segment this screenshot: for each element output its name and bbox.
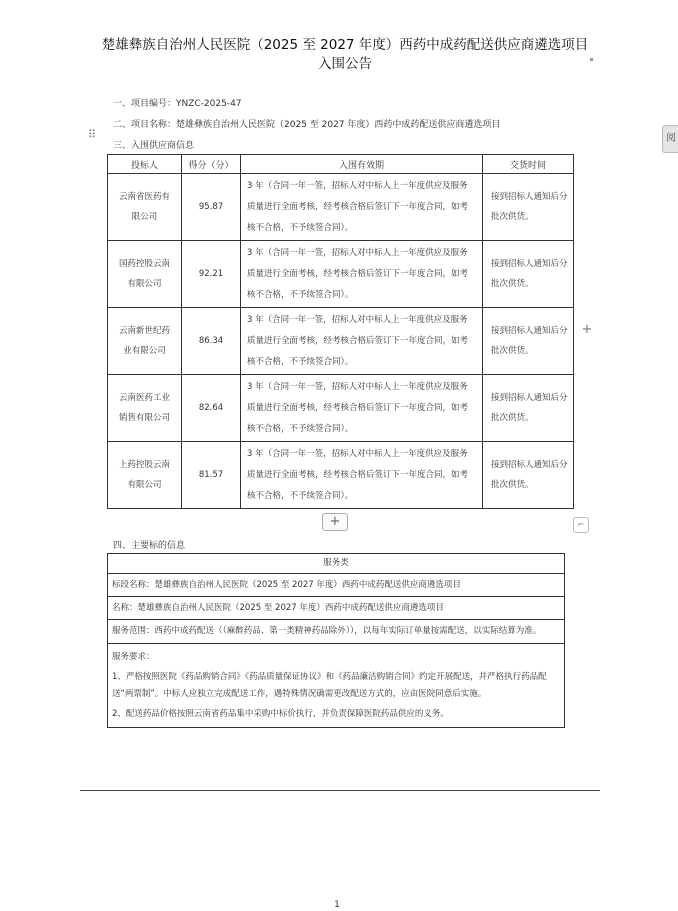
package-name: 标段名称：楚雄彝族自治州人民医院（2025 至 2027 年度）西药中成药配送供应商遴选项目	[108, 574, 565, 597]
item-name: 名称：楚雄彝族自治州人民医院（2025 至 2027 年度）西药中成药配送供应商遴选项目	[108, 597, 565, 620]
requirement-1: 1、严格按照医院《药品购销合同》《药品质量保证协议》和《药品廉洁购销合同》约定开展配送，并严格执行药品配送“两票制”。中标人应独立完成配送工作，遇特殊情况确需更改配送方式的，应由医院同意后实施。	[112, 672, 547, 699]
header-score: 得分（分）	[182, 155, 241, 174]
table-row	[108, 174, 574, 241]
header-delivery-time: 交货时间	[483, 155, 574, 174]
bidder-table-header	[108, 155, 574, 174]
bidder-table	[107, 154, 574, 509]
bidder-score: 81.57	[182, 442, 241, 509]
bidder-score: 86.34	[182, 308, 241, 375]
bidder-delivery-time: 接到招标人通知后分批次供货。	[483, 442, 574, 509]
table-row	[108, 308, 574, 375]
bidder-score: 92.21	[182, 241, 241, 308]
add-column-icon[interactable]: +	[581, 322, 593, 337]
bottom-divider	[80, 790, 600, 791]
service-table	[107, 553, 565, 728]
header-period: 入围有效期	[241, 155, 483, 174]
bidder-delivery-time: 接到招标人通知后分批次供货。	[483, 308, 574, 375]
bidder-period: 3 年（合同一年一签，招标人对中标人上一年度供应及服务质量进行全面考核，经考核合格后签订下一年度合同，如考核不合格，不予续签合同）。	[241, 442, 483, 509]
service-type-header: 服务类	[108, 554, 565, 574]
bidder-name: 上药控股云南有限公司	[108, 442, 182, 509]
title-line-1: 楚雄彝族自治州人民医院（2025 至 2027 年度）西药中成药配送供应商遴选项目	[101, 37, 589, 53]
bidder-delivery-time: 接到招标人通知后分批次供货。	[483, 174, 574, 241]
project-name: 二、项目名称：楚雄彝族自治州人民医院（2025 至 2027 年度）西药中成药配送供应商遴选项目	[113, 120, 501, 130]
title-line-2: 入围公告	[318, 56, 372, 72]
bidder-name: 云南医药工业销售有限公司	[108, 375, 182, 442]
section-3-heading: 三、入围供应商信息	[113, 141, 195, 151]
side-tab-read[interactable]: 阅	[662, 125, 678, 153]
scan-dot	[590, 58, 593, 61]
drag-handle-icon[interactable]: ⠿	[88, 128, 97, 141]
bidder-period: 3 年（合同一年一签，招标人对中标人上一年度供应及服务质量进行全面考核，经考核合格后签订下一年度合同，如考核不合格，不予续签合同）。	[241, 375, 483, 442]
bidder-delivery-time: 接到招标人通知后分批次供货。	[483, 241, 574, 308]
resize-icon[interactable]: ⌐	[573, 517, 589, 533]
bidder-name: 国药控股云南有限公司	[108, 241, 182, 308]
service-scope: 服务范围：西药中成药配送（（麻醉药品、第一类精神药品除外）），以每年实际订单量按需配送，以实际结算为准。	[108, 620, 565, 644]
table-row	[108, 442, 574, 509]
project-number: 一、项目编号：YNZC-2025-47	[113, 99, 242, 109]
bidder-name: 云南新世纪药业有限公司	[108, 308, 182, 375]
requirement-2: 2、配送药品价格按照云南省药品集中采购中标价执行，并负责保障医院药品供应的义务。	[112, 709, 449, 719]
bidder-name: 云南省医药有限公司	[108, 174, 182, 241]
bidder-score: 82.64	[182, 375, 241, 442]
bidder-period: 3 年（合同一年一签，招标人对中标人上一年度供应及服务质量进行全面考核，经考核合格后签订下一年度合同，如考核不合格，不予续签合同）。	[241, 174, 483, 241]
requirements-title: 服务要求：	[112, 652, 155, 662]
page-number: 1	[334, 900, 340, 910]
bidder-delivery-time: 接到招标人通知后分批次供货。	[483, 375, 574, 442]
table-row	[108, 375, 574, 442]
section-4-heading: 四、主要标的信息	[113, 541, 186, 551]
bidder-period: 3 年（合同一年一签，招标人对中标人上一年度供应及服务质量进行全面考核，经考核合格后签订下一年度合同，如考核不合格，不予续签合同）。	[241, 308, 483, 375]
service-requirements	[108, 644, 565, 728]
header-bidder: 投标人	[108, 155, 182, 174]
add-row-button[interactable]: +	[322, 513, 348, 531]
table-row	[108, 241, 574, 308]
document-title	[95, 36, 595, 74]
bidder-score: 95.87	[182, 174, 241, 241]
bidder-period: 3 年（合同一年一签，招标人对中标人上一年度供应及服务质量进行全面考核，经考核合格后签订下一年度合同，如考核不合格，不予续签合同）。	[241, 241, 483, 308]
